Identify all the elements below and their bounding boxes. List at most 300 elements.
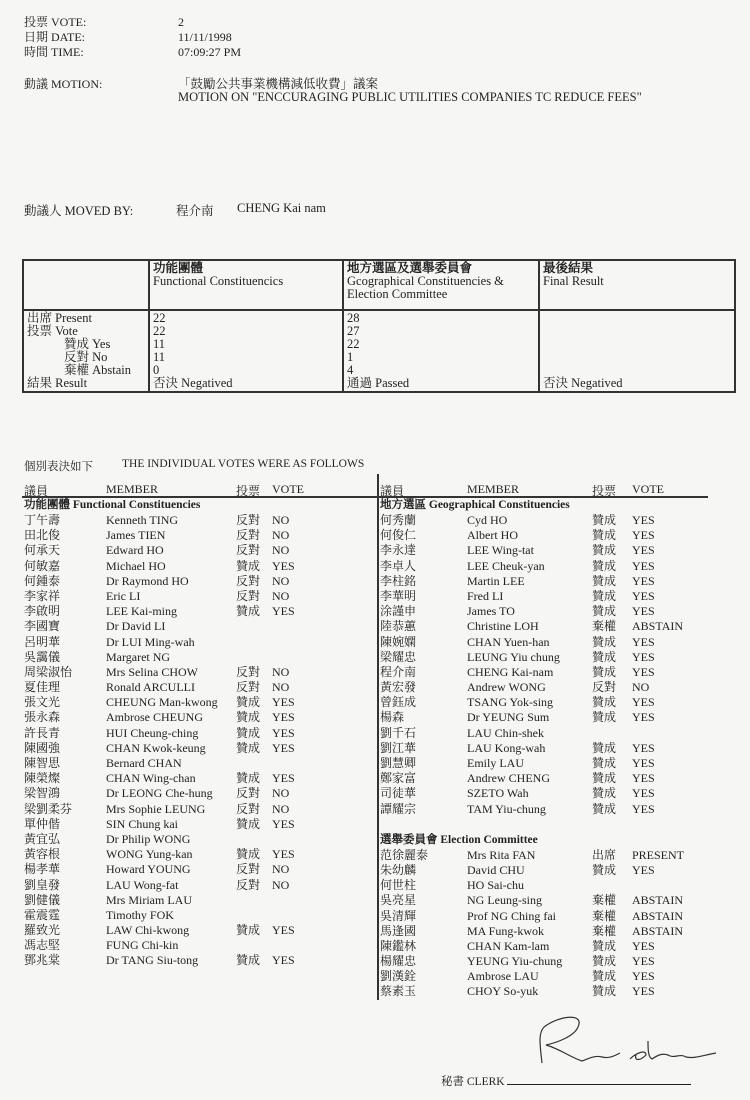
vote-en: YES xyxy=(272,725,295,740)
vote-en: YES xyxy=(272,695,295,710)
member-name-zh: 陸恭蕙 xyxy=(380,619,417,634)
member-name-zh: 鄭家富 xyxy=(380,771,417,786)
member-name-en: CHEUNG Man-kwong xyxy=(106,695,218,710)
vote-zh: 反對 xyxy=(592,680,617,695)
member-name-en: Dr Raymond HO xyxy=(106,573,189,588)
vote-summary-table xyxy=(22,259,736,393)
clerk-signature-icon xyxy=(530,1015,720,1070)
functional-yes: 11 xyxy=(153,337,166,351)
table-row xyxy=(378,528,708,543)
vote-zh: 贊成 xyxy=(236,953,261,968)
vote-en: YES xyxy=(632,543,655,558)
individual-title-en: THE INDIVIDUAL VOTES WERE AS FOLLOWS xyxy=(122,458,365,470)
table-row xyxy=(378,695,708,710)
member-name-zh: 李國寶 xyxy=(24,619,61,634)
vote-zh: 贊成 xyxy=(236,710,261,725)
individual-votes-title xyxy=(24,458,365,474)
member-name-zh: 田北俊 xyxy=(24,528,61,543)
table-row xyxy=(22,908,378,923)
functional-result: 否決 Negatived xyxy=(153,376,233,390)
functional-header-zh: 功能團體 xyxy=(153,261,204,275)
member-name-en: Emily LAU xyxy=(467,756,524,770)
vote-zh: 贊成 xyxy=(236,558,261,573)
vote-en: YES xyxy=(272,847,295,862)
member-name-zh: 何鍾泰 xyxy=(24,573,61,588)
member-name-zh: 劉健儀 xyxy=(24,892,61,907)
vote-en: NO xyxy=(272,528,290,543)
functional-header xyxy=(149,260,343,310)
member-name-en: Prof NG Ching fai xyxy=(467,908,556,923)
member-name-en: WONG Yung-kan xyxy=(106,847,193,862)
member-name-en: Ambrose LAU xyxy=(467,969,539,984)
member-name-en: Timothy FOK xyxy=(106,907,174,922)
table-row xyxy=(378,604,708,619)
vote-zh: 贊成 xyxy=(592,588,617,603)
member-name-en: LAU Wong-fat xyxy=(106,877,179,892)
member-name-zh: 涂謹申 xyxy=(380,604,417,619)
member-name-zh: 朱幼麟 xyxy=(380,862,417,877)
member-name-zh: 楊森 xyxy=(380,710,405,725)
vote-zh: 贊成 xyxy=(592,649,617,664)
member-name-zh: 馮志堅 xyxy=(24,938,61,953)
vote-en: NO xyxy=(272,588,290,603)
vote-en: YES xyxy=(632,710,655,725)
vote-zh: 反對 xyxy=(236,513,261,527)
table-row xyxy=(22,589,378,604)
table-row xyxy=(22,938,378,953)
geographical-header-zh: 地方選區及選舉委員會 xyxy=(347,261,473,275)
header-vote-zh: 投票 xyxy=(236,484,261,498)
vote-en: YES xyxy=(272,923,295,938)
moved-by-row xyxy=(24,201,326,219)
vote-en: YES xyxy=(632,954,655,969)
vote-en: NO xyxy=(272,664,290,679)
member-name-en: Kenneth TING xyxy=(106,513,179,527)
vote-en: NO xyxy=(272,877,290,892)
member-name-zh: 梁耀忠 xyxy=(380,649,417,664)
vote-zh: 反對 xyxy=(236,862,261,877)
table-row xyxy=(378,954,708,969)
summary-body-row xyxy=(23,310,735,392)
table-row xyxy=(378,924,708,939)
vote-zh: 贊成 xyxy=(592,862,617,877)
member-name-zh: 黃宜弘 xyxy=(24,831,61,846)
geographical-votes-panel xyxy=(378,480,708,1000)
member-name-en: YEUNG Yiu-chung xyxy=(467,954,563,969)
vote-zh: 贊成 xyxy=(592,801,617,816)
row-labels xyxy=(23,310,149,392)
vote-en: ABSTAIN xyxy=(632,923,684,938)
table-row xyxy=(378,771,708,786)
table-row xyxy=(22,726,378,741)
vote-en: YES xyxy=(632,786,655,801)
table-row xyxy=(378,969,708,984)
table-row xyxy=(22,695,378,710)
final-header-en: Final Result xyxy=(543,274,604,288)
time-value: 07:09:27 PM xyxy=(178,45,242,59)
summary-header-row xyxy=(23,260,735,310)
member-name-zh: 譚耀宗 xyxy=(380,801,417,816)
election-committee-group-title: 選舉委員會 Election Committee xyxy=(380,833,538,846)
member-name-en: CHAN Yuen-han xyxy=(467,634,550,649)
vote-en: YES xyxy=(632,969,655,984)
vote-en: YES xyxy=(632,801,655,816)
member-name-zh: 劉慧卿 xyxy=(380,756,417,770)
table-row xyxy=(378,863,708,878)
member-name-en: CHENG Kai-nam xyxy=(467,664,554,679)
vote-zh: 贊成 xyxy=(592,528,617,543)
member-name-en: CHAN Kam-lam xyxy=(467,938,550,953)
functional-present: 22 xyxy=(153,311,166,325)
vote-zh: 棄權 xyxy=(592,923,617,938)
vote-en: YES xyxy=(272,953,295,968)
clerk-signature-line xyxy=(507,1084,691,1085)
vote-en: YES xyxy=(272,558,295,573)
member-name-en: Martin LEE xyxy=(467,573,525,588)
vote-en: YES xyxy=(272,740,295,755)
table-row xyxy=(378,893,708,908)
vote-zh: 反對 xyxy=(236,664,261,679)
member-name-en: Ronald ARCULLI xyxy=(106,680,195,695)
vote-label: 投票 VOTE: xyxy=(24,15,87,29)
header-vote-zh: 投票 xyxy=(592,484,617,498)
date-value: 11/11/1998 xyxy=(178,30,232,44)
table-row xyxy=(22,635,378,650)
table-row xyxy=(378,619,708,634)
column-headers xyxy=(22,480,378,498)
vote-zh: 贊成 xyxy=(236,695,261,710)
table-row xyxy=(22,528,378,543)
table-row xyxy=(378,741,708,756)
member-name-zh: 何世柱 xyxy=(380,878,417,893)
member-name-zh: 呂明華 xyxy=(24,634,61,649)
member-name-en: Andrew CHENG xyxy=(467,771,550,786)
label-vote: 投票 Vote xyxy=(27,324,78,338)
table-row xyxy=(378,909,708,924)
vote-en: ABSTAIN xyxy=(632,908,684,923)
vote-en: NO xyxy=(272,680,290,695)
vote-en: NO xyxy=(272,786,290,801)
member-name-en: Dr TANG Siu-tong xyxy=(106,953,199,968)
vote-en: YES xyxy=(632,558,655,573)
vote-zh: 反對 xyxy=(236,877,261,892)
table-row xyxy=(22,574,378,589)
time-label: 時間 TIME: xyxy=(24,45,84,59)
table-row xyxy=(22,923,378,938)
motion-title-zh: 「鼓勵公共事業機構減低收費」議案 xyxy=(178,77,379,91)
table-row xyxy=(22,756,378,771)
table-row xyxy=(22,786,378,801)
header-vote-en: VOTE xyxy=(272,482,304,496)
vote-value: 2 xyxy=(178,15,184,29)
label-result: 結果 Result xyxy=(27,376,88,390)
vote-en: NO xyxy=(272,573,290,588)
vote-zh: 贊成 xyxy=(592,756,617,770)
member-name-en: James TIEN xyxy=(106,528,166,543)
table-row xyxy=(378,543,708,558)
vote-en: NO xyxy=(632,680,650,695)
member-name-en: Dr David LI xyxy=(106,619,166,634)
vote-zh: 贊成 xyxy=(236,847,261,862)
geographical-no: 1 xyxy=(347,350,354,364)
member-name-zh: 張永森 xyxy=(24,710,61,725)
table-row xyxy=(22,513,378,528)
vote-zh: 棄權 xyxy=(592,893,617,908)
member-name-zh: 劉千石 xyxy=(380,725,417,740)
vote-en: YES xyxy=(632,649,655,664)
vote-en: YES xyxy=(632,740,655,755)
vote-zh: 反對 xyxy=(236,801,261,816)
vote-en: NO xyxy=(272,862,290,877)
vote-en: YES xyxy=(632,984,655,999)
member-name-zh: 吳清輝 xyxy=(380,908,417,923)
final-values xyxy=(539,310,735,392)
vote-en: PRESENT xyxy=(632,847,685,862)
member-name-en: LEE Kai-ming xyxy=(106,604,177,619)
vote-zh: 棄權 xyxy=(592,908,617,923)
label-yes: 贊成 Yes xyxy=(64,337,111,351)
vote-en: YES xyxy=(632,528,655,543)
vote-en: YES xyxy=(632,756,655,770)
member-name-zh: 陳智思 xyxy=(24,756,61,770)
table-row xyxy=(22,604,378,619)
member-name-en: TSANG Yok-sing xyxy=(467,695,554,710)
member-name-en: Dr LEONG Che-hung xyxy=(106,786,213,801)
table-row xyxy=(22,741,378,756)
table-row xyxy=(22,953,378,968)
vote-zh: 贊成 xyxy=(592,969,617,984)
member-name-en: Cyd HO xyxy=(467,513,508,527)
member-name-zh: 李家祥 xyxy=(24,588,61,603)
table-row xyxy=(22,893,378,908)
member-name-en: Mrs Rita FAN xyxy=(467,847,536,862)
table-row xyxy=(378,559,708,574)
member-name-zh: 單仲偕 xyxy=(24,816,61,831)
date-label: 日期 DATE: xyxy=(24,30,85,44)
vote-zh: 贊成 xyxy=(592,558,617,573)
label-no: 反對 No xyxy=(64,350,108,364)
vote-en: YES xyxy=(632,634,655,649)
geographical-header-en: Gcographical Constituencies & xyxy=(347,274,504,288)
vote-en: YES xyxy=(272,771,295,786)
member-name-zh: 張文光 xyxy=(24,695,61,710)
motion-label: 動議 MOTION: xyxy=(24,77,103,91)
vote-zh: 贊成 xyxy=(236,604,261,619)
vote-zh: 贊成 xyxy=(592,634,617,649)
header-member-zh: 議員 xyxy=(380,484,405,498)
member-name-en: CHAN Wing-chan xyxy=(106,771,196,786)
final-result-header xyxy=(539,260,735,310)
member-name-en: CHAN Kwok-keung xyxy=(106,740,206,755)
vote-en: YES xyxy=(632,513,655,527)
table-row xyxy=(22,862,378,877)
clerk-label: 秘書 CLERK xyxy=(441,1076,505,1088)
vote-zh: 反對 xyxy=(236,543,261,558)
vote-en: YES xyxy=(632,938,655,953)
table-row xyxy=(378,756,708,771)
vote-zh: 贊成 xyxy=(592,573,617,588)
table-row xyxy=(378,984,708,999)
member-name-en: Dr LUI Ming-wah xyxy=(106,634,195,649)
table-row xyxy=(378,726,708,741)
member-name-en: LAW Chi-kwong xyxy=(106,923,190,938)
member-name-zh: 霍震霆 xyxy=(24,907,61,922)
member-name-en: TAM Yiu-chung xyxy=(467,801,546,816)
header-member-en: MEMBER xyxy=(467,482,520,496)
vote-zh: 贊成 xyxy=(592,740,617,755)
vote-zh: 出席 xyxy=(592,847,617,862)
member-name-en: Dr Philip WONG xyxy=(106,831,191,846)
motion-title-en: MOTION ON "ENCCURAGING PUBLIC UTILITIES COMPANIES TC REDUCE FEES" xyxy=(178,90,642,104)
vote-zh: 贊成 xyxy=(592,695,617,710)
member-name-en: FUNG Chi-kin xyxy=(106,938,179,953)
member-name-zh: 蔡素玉 xyxy=(380,984,417,999)
vote-en: YES xyxy=(632,588,655,603)
member-name-zh: 梁智鴻 xyxy=(24,786,61,801)
election-committee-rows xyxy=(378,848,708,1000)
vote-zh: 贊成 xyxy=(592,543,617,558)
table-row xyxy=(22,878,378,893)
vote-zh: 反對 xyxy=(236,528,261,543)
geographical-present: 28 xyxy=(347,311,360,325)
geographical-values xyxy=(343,310,539,392)
table-row xyxy=(22,680,378,695)
individual-title-zh: 個別表決如下 xyxy=(24,461,93,473)
member-name-en: Christine LOH xyxy=(467,619,539,634)
member-name-zh: 司徒華 xyxy=(380,786,417,801)
mover-name-zh: 程介南 xyxy=(176,204,214,218)
header-member-zh: 議員 xyxy=(24,484,49,498)
vote-zh: 贊成 xyxy=(592,604,617,619)
vote-zh: 贊成 xyxy=(236,771,261,786)
geographical-rows xyxy=(378,513,708,817)
table-row xyxy=(22,619,378,634)
table-row xyxy=(22,771,378,786)
geographical-header-en2: Election Committee xyxy=(347,287,448,301)
member-name-zh: 范徐麗泰 xyxy=(380,847,429,862)
vote-zh: 贊成 xyxy=(592,938,617,953)
member-name-en: Ambrose CHEUNG xyxy=(106,710,203,725)
vote-en: YES xyxy=(632,771,655,786)
member-name-en: Howard YOUNG xyxy=(106,862,191,877)
member-name-zh: 劉漢銓 xyxy=(380,969,417,984)
summary-corner-cell xyxy=(23,260,149,310)
vote-en: NO xyxy=(272,543,290,558)
member-name-en: Bernard CHAN xyxy=(106,756,182,770)
vote-zh: 贊成 xyxy=(592,984,617,999)
vote-zh: 贊成 xyxy=(592,664,617,679)
table-row xyxy=(378,680,708,695)
geographical-result: 通過 Passed xyxy=(347,376,410,390)
vote-en: NO xyxy=(272,513,290,527)
member-name-zh: 許長青 xyxy=(24,725,61,740)
functional-vote: 22 xyxy=(153,324,166,338)
member-name-zh: 丁午壽 xyxy=(24,513,61,527)
geographical-abstain: 4 xyxy=(347,363,354,377)
member-name-zh: 鄧兆棠 xyxy=(24,953,61,968)
member-name-zh: 李永達 xyxy=(380,543,417,558)
table-row xyxy=(378,589,708,604)
moved-by-label: 動議人 MOVED BY: xyxy=(24,204,134,218)
member-name-en: HO Sai-chu xyxy=(467,878,524,893)
table-row xyxy=(22,817,378,832)
member-name-en: Eric LI xyxy=(106,588,141,603)
member-name-zh: 夏佳理 xyxy=(24,680,61,695)
vote-en: YES xyxy=(272,816,295,831)
vote-en: YES xyxy=(632,604,655,619)
member-name-zh: 吳亮星 xyxy=(380,893,417,908)
member-name-en: MA Fung-kwok xyxy=(467,923,545,938)
table-row xyxy=(378,848,708,863)
member-name-zh: 劉皇發 xyxy=(24,877,61,892)
vote-en: ABSTAIN xyxy=(632,893,684,908)
member-name-zh: 陳婉嫻 xyxy=(380,634,417,649)
table-row xyxy=(22,802,378,817)
member-name-zh: 黃容根 xyxy=(24,847,61,862)
table-row xyxy=(378,802,708,817)
table-row xyxy=(22,847,378,862)
label-present: 出席 Present xyxy=(27,311,92,325)
member-name-zh: 周梁淑怡 xyxy=(24,664,73,679)
vote-en: NO xyxy=(272,801,290,816)
member-name-zh: 吳靄儀 xyxy=(24,649,61,664)
member-name-zh: 何俊仁 xyxy=(380,528,417,543)
member-name-en: Mrs Miriam LAU xyxy=(106,892,192,907)
vote-zh: 贊成 xyxy=(592,786,617,801)
member-name-en: NG Leung-sing xyxy=(467,893,542,908)
member-name-zh: 楊耀忠 xyxy=(380,954,417,969)
member-name-en: LEE Cheuk-yan xyxy=(467,558,545,573)
table-row xyxy=(22,832,378,847)
table-row xyxy=(378,878,708,893)
functional-group-title: 功能團體 Functional Constituencies xyxy=(24,499,201,511)
header-member-en: MEMBER xyxy=(106,482,159,496)
vote-en: ABSTAIN xyxy=(632,619,684,634)
table-row xyxy=(378,513,708,528)
vote-en: YES xyxy=(632,695,655,710)
member-name-zh: 馬逢國 xyxy=(380,923,417,938)
member-name-en: CHOY So-yuk xyxy=(467,984,539,999)
geographical-yes: 22 xyxy=(347,337,360,351)
member-name-en: Mrs Sophie LEUNG xyxy=(106,801,206,816)
vote-zh: 反對 xyxy=(236,786,261,801)
member-name-en: Michael HO xyxy=(106,558,166,573)
member-name-en: LAU Kong-wah xyxy=(467,740,546,755)
table-row xyxy=(378,650,708,665)
table-row xyxy=(22,710,378,725)
vote-zh: 棄權 xyxy=(592,619,617,634)
member-name-en: SZETO Wah xyxy=(467,786,529,801)
table-row xyxy=(378,786,708,801)
member-name-zh: 李啟明 xyxy=(24,604,61,619)
vote-zh: 贊成 xyxy=(236,923,261,938)
vote-en: YES xyxy=(632,573,655,588)
member-name-en: Andrew WONG xyxy=(467,680,546,695)
functional-votes-panel xyxy=(22,480,378,969)
table-row xyxy=(22,543,378,558)
final-header-zh: 最後結果 xyxy=(543,261,594,275)
member-name-zh: 陳鑑林 xyxy=(380,938,417,953)
member-name-en: LEE Wing-tat xyxy=(467,543,534,558)
member-name-zh: 羅致光 xyxy=(24,923,61,938)
member-name-en: LEUNG Yiu chung xyxy=(467,649,560,664)
member-name-zh: 程介南 xyxy=(380,664,417,679)
member-name-zh: 楊孝華 xyxy=(24,862,61,877)
table-row xyxy=(22,665,378,680)
table-row xyxy=(378,665,708,680)
table-row xyxy=(378,635,708,650)
geographical-group-title: 地方選區 Geographical Constituencies xyxy=(380,499,570,511)
